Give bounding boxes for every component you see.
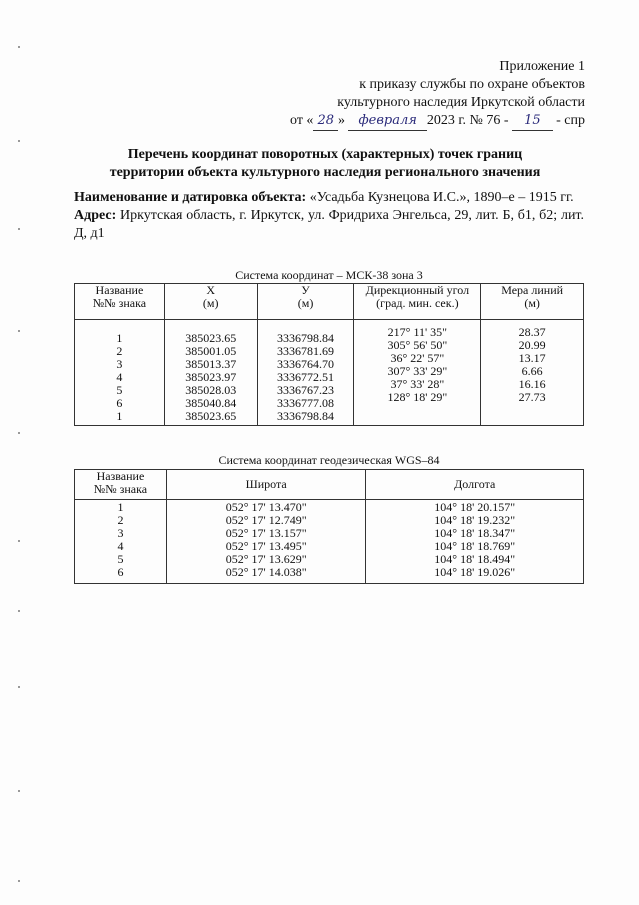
table1-col-length: 28.37 20.99 13.17 6.66 16.16 27.73 bbox=[481, 320, 584, 426]
table1-col-angle: 217° 11' 35" 305° 56' 50" 36° 22' 57" 307° 33' 29" 37° 33' 28" 128° 18' 29" bbox=[354, 320, 481, 426]
object-name bbox=[74, 189, 584, 207]
date-day-close: » bbox=[337, 113, 345, 128]
date-year-number: 2023 г. № 76 - bbox=[426, 113, 509, 128]
appendix-line-2: к приказу службы по охране объектов bbox=[359, 77, 585, 92]
order-suffix: - спр bbox=[556, 113, 585, 128]
object-name-value: «Усадьба Кузнецова И.С.», 1890–е – 1915 гг. bbox=[309, 190, 574, 205]
table2-col-numbers: 1 2 3 4 5 6 bbox=[75, 500, 167, 584]
table2-header-lon: Долгота bbox=[366, 470, 584, 500]
handwritten-order-number: 15 bbox=[512, 112, 553, 131]
msk-coordinates-table bbox=[74, 283, 584, 426]
appendix-header bbox=[290, 58, 585, 131]
table2-caption: Система координат геодезическая WGS–84 bbox=[218, 453, 440, 467]
appendix-date-line bbox=[290, 112, 585, 131]
table2-header-row bbox=[75, 470, 584, 500]
table1-col-numbers: 1 2 3 4 5 6 1 bbox=[75, 320, 165, 426]
document-title bbox=[60, 146, 590, 182]
appendix-line-3: культурного наследия Иркутской области bbox=[337, 95, 585, 110]
table1-header-y: У (м) bbox=[257, 284, 354, 320]
appendix-line-1: Приложение 1 bbox=[499, 59, 585, 74]
table1-header-name: Название №№ знака bbox=[75, 284, 165, 320]
table1-body-row bbox=[75, 320, 584, 426]
handwritten-day: 28 bbox=[313, 112, 338, 131]
object-address bbox=[74, 207, 584, 243]
table2-header-name: Название №№ знака bbox=[75, 470, 167, 500]
table2-col-lon: 104° 18' 20.157" 104° 18' 19.232" 104° 18' 18.347" 104° 18' 18.769" 104° 18' 18.494" 104° 18' 19.026" bbox=[366, 500, 584, 584]
wgs84-coordinates-table bbox=[74, 469, 584, 584]
table1-col-y: 3336798.84 3336781.69 3336764.70 3336772.51 3336767.23 3336777.08 3336798.84 bbox=[257, 320, 354, 426]
table1-caption: Система координат – МСК-38 зона 3 bbox=[235, 268, 423, 282]
table1-header-row bbox=[75, 284, 584, 320]
table1-header-angle: Дирекционный угол (град. мин. сек.) bbox=[354, 284, 481, 320]
object-address-value: Иркутская область, г. Иркутск, ул. Фридриха Энгельса, 29, лит. Б, б1, б2; лит. Д, д1 bbox=[74, 208, 585, 241]
object-address-label: Адрес: bbox=[74, 208, 117, 223]
table1-header-length: Мера линий (м) bbox=[481, 284, 584, 320]
title-line-1: Перечень координат поворотных (характерных) точек границ bbox=[127, 147, 523, 162]
table1-header-x: X (м) bbox=[164, 284, 257, 320]
table2-col-lat: 052° 17' 13.470" 052° 17' 12.749" 052° 17' 13.157" 052° 17' 13.495" 052° 17' 13.629" 052° 17' 14.038" bbox=[166, 500, 366, 584]
object-name-label: Наименование и датировка объекта: bbox=[74, 190, 307, 205]
table2-header-lat: Широта bbox=[166, 470, 366, 500]
table1-col-x: 385023.65 385001.05 385013.37 385023.97 385028.03 385040.84 385023.65 bbox=[164, 320, 257, 426]
date-prefix: от « bbox=[290, 113, 314, 128]
object-info bbox=[74, 189, 584, 243]
handwritten-month: февраля bbox=[348, 112, 426, 131]
title-line-2: территории объекта культурного наследия регионального значения bbox=[109, 165, 541, 180]
table2-body-row bbox=[75, 500, 584, 584]
